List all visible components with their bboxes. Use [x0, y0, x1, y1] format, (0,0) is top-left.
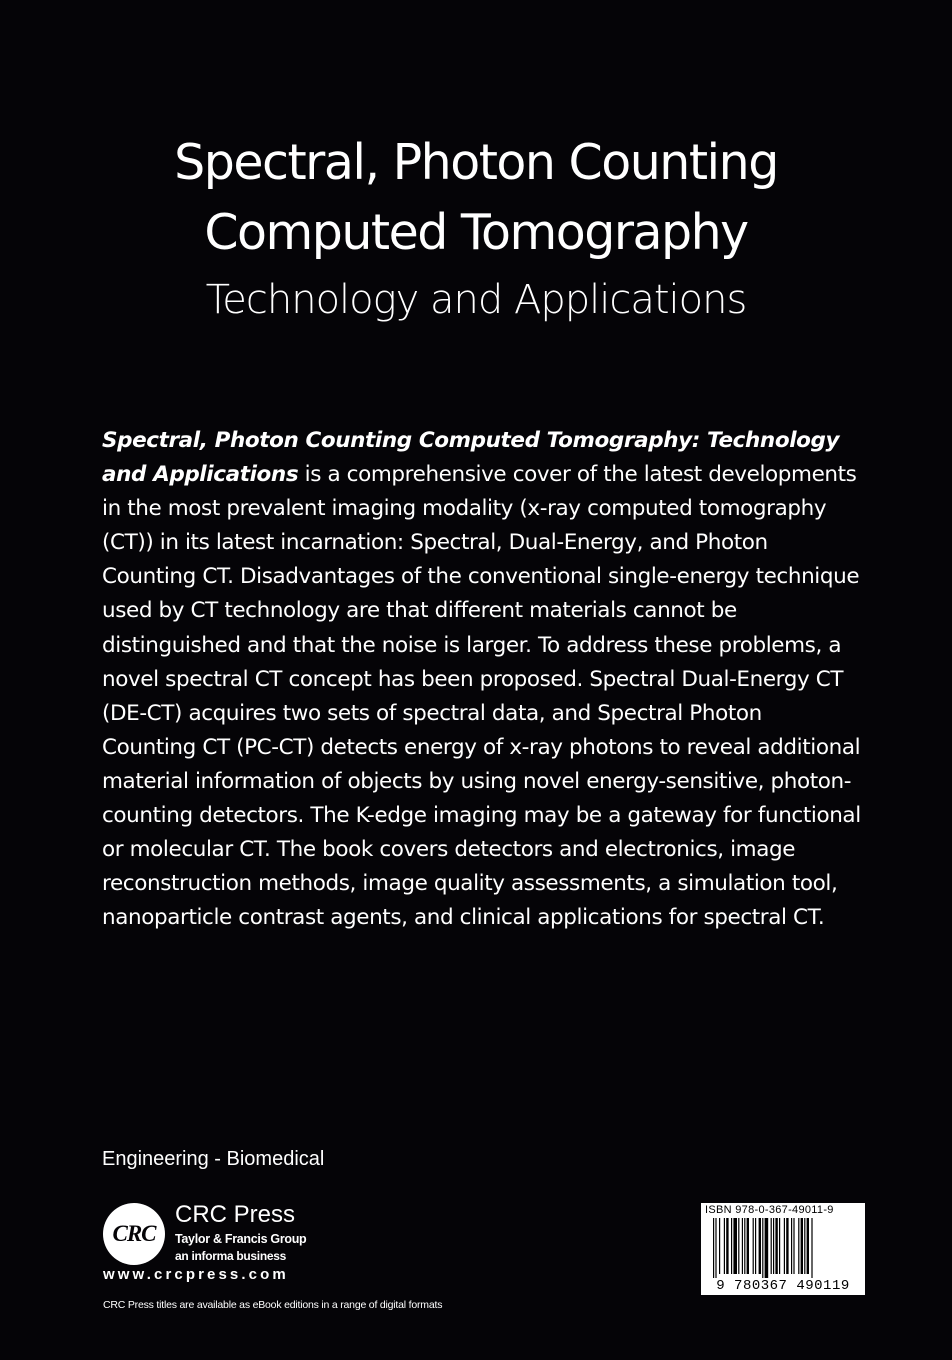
ebook-note: CRC Press titles are available as eBook editions in a range of digital formats — [103, 1299, 443, 1311]
barcode-digits: 9 780367 490119 — [716, 1278, 850, 1294]
barcode-bar — [719, 1218, 720, 1274]
barcode-bar — [762, 1218, 763, 1278]
book-title-line-1: Spectral, Photon Counting — [174, 134, 778, 191]
barcode-bar — [786, 1218, 788, 1274]
barcode-bar — [747, 1218, 749, 1274]
barcode-bar — [738, 1218, 739, 1274]
book-subtitle: Technology and Applications — [205, 277, 747, 323]
barcode-bar — [753, 1218, 754, 1274]
barcode-bar — [801, 1218, 803, 1274]
barcode-bar — [731, 1218, 732, 1274]
description-title-emphasis: Spectral, Photon Counting Computed Tomography: Technology and Applications — [102, 428, 840, 488]
barcode-bar — [798, 1218, 799, 1274]
publisher-info — [175, 1200, 306, 1264]
barcode-bar — [715, 1218, 716, 1278]
barcode-bar — [713, 1218, 714, 1278]
isbn-barcode — [701, 1203, 865, 1295]
title-block — [0, 128, 952, 328]
barcode-bar — [755, 1218, 756, 1274]
barcode-bar — [779, 1218, 780, 1274]
barcode-bar — [724, 1218, 725, 1274]
barcode-bar — [775, 1218, 777, 1274]
publisher-website: www.crcpress.com — [103, 1266, 289, 1283]
barcode-bar — [773, 1218, 774, 1274]
crc-logo-text: CRC — [112, 1221, 156, 1246]
subject-category: Engineering - Biomedical — [102, 1148, 325, 1170]
barcode-bar — [733, 1218, 737, 1274]
barcode-bar — [804, 1218, 805, 1274]
barcode-bars — [713, 1218, 853, 1278]
book-description — [102, 424, 862, 935]
crc-logo — [103, 1203, 165, 1265]
publisher-name: CRC Press — [175, 1201, 296, 1228]
barcode-bar — [759, 1218, 761, 1274]
barcode-bar — [791, 1218, 792, 1274]
barcode-bar — [742, 1218, 743, 1274]
barcode-bar — [784, 1218, 785, 1274]
barcode-bar — [793, 1218, 794, 1274]
description-body: is a comprehensive cover of the latest developments in the most prevalent imaging modality (x-ray computed tomography (CT)) in its latest incarnation: Spectral, Dual-Energy, and Photon Counting CT. Disadvantages of the conventional single-energy technique used by CT technology are that different materials cannot be distinguished and that the noise is larger. To address these problems, a novel spectral CT concept has been proposed. Spectral Dual-Energy CT (DE-CT) acquires two sets of spectral data, and Spectral Photon Counting CT (PC-CT) detects energy of x-ray photons to reveal additional material information of objects by using novel energy-sensitive, photon-counting detectors. The K-edge imaging may be a gateway for functional or molecular CT. The book covers detectors and electronics, image reconstruction methods, image quality assessments, a simulation tool, nanoparticle contrast agents, and clinical applications for spectral CT. — [102, 462, 861, 931]
publisher-group: Taylor & Francis Group — [175, 1232, 307, 1246]
barcode-bar — [811, 1218, 812, 1278]
barcode-bar — [807, 1218, 809, 1274]
barcode-bar — [726, 1218, 728, 1274]
barcode-bar — [765, 1218, 769, 1278]
isbn-number: ISBN 978-0-367-49011-9 — [705, 1204, 834, 1216]
barcode-bar — [771, 1218, 772, 1274]
book-title-line-2: Computed Tomography — [204, 204, 748, 261]
publisher-business: an informa business — [175, 1249, 286, 1263]
barcode-bar — [744, 1218, 745, 1274]
